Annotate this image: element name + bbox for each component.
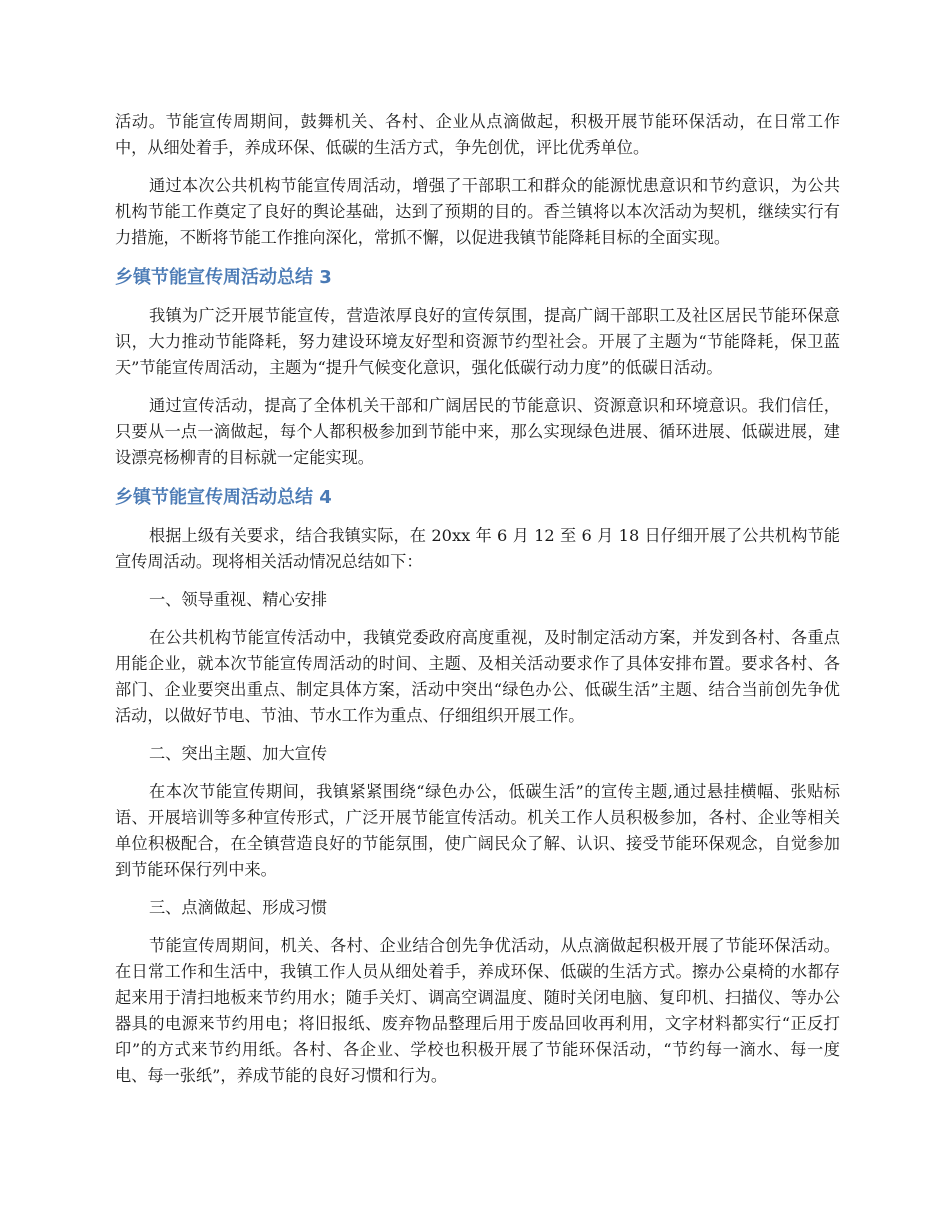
section-heading-4: 乡镇节能宣传周活动总结 4: [115, 487, 332, 508]
section-heading-3: 乡镇节能宣传周活动总结 3: [115, 267, 332, 288]
paragraph: 通过宣传活动，提高了全体机关干部和广阔居民的节能意识、资源意识和环境意识。我们信任，只要从一点一滴做起，每个人都积极参加到节能中来，那么实现绿色进展、循环进展、低碳进展，建设漂亮杨柳青的目标就一定能实现。: [115, 396, 840, 467]
paragraph: 在公共机构节能宣传活动中，我镇党委政府高度重视，及时制定活动方案，并发到各村、各重点用能企业，就本次节能宣传周活动的时间、主题、及相关活动要求作了具体安排布置。要求各村、各部门、企业要突出重点、制定具体方案，活动中突出“绿色办公、低碳生活”主题、结合当前创先争优活动，以做好节电、节油、节水工作为重点、仔细组织开展工作。: [115, 628, 840, 725]
document-body: [115, 109, 840, 1101]
subheading: 二、突出主题、加大宣传: [149, 744, 328, 763]
subheading: 一、领导重视、精心安排: [149, 590, 328, 609]
paragraph: 根据上级有关要求，结合我镇实际，在 20xx 年 6 月 12 至 6 月 18 日仔细开展了公共机构节能宣传周活动。现将相关活动情况总结如下：: [115, 526, 840, 571]
subheading: 三、点滴做起、形成习惯: [149, 898, 328, 917]
paragraph: 我镇为广泛开展节能宣传，营造浓厚良好的宣传氛围，提高广阔干部职工及社区居民节能环保意识，大力推动节能降耗，努力建设环境友好型和资源节约型社会。开展了主题为“节能降耗，保卫蓝天”节能宣传周活动，主题为“提升气候变化意识，强化低碳行动力度”的低碳日活动。: [115, 306, 840, 377]
paragraph: 通过本次公共机构节能宣传周活动，增强了干部职工和群众的能源忧患意识和节约意识，为公共机构节能工作奠定了良好的舆论基础，达到了预期的目的。香兰镇将以本次活动为契机，继续实行有力措施，不断将节能工作推向深化，常抓不懈，以促进我镇节能降耗目标的全面实现。: [115, 176, 840, 247]
paragraph: 在本次节能宣传期间，我镇紧紧围绕“绿色办公，低碳生活”的宣传主题,通过悬挂横幅、张贴标语、开展培训等多种宣传形式，广泛开展节能宣传活动。机关工作人员积极参加，各村、企业等相关单位积极配合，在全镇营造良好的节能氛围，使广阔民众了解、认识、接受节能环保观念，自觉参加到节能环保行列中来。: [115, 782, 840, 879]
paragraph: 节能宣传周期间，机关、各村、企业结合创先争优活动，从点滴做起积极开展了节能环保活动。在日常工作和生活中，我镇工作人员从细处着手，养成环保、低碳的生活方式。擦办公桌椅的水都存起来用于清扫地板来节约用水；随手关灯、调高空调温度、随时关闭电脑、复印机、扫描仪、等办公器具的电源来节约用电；将旧报纸、废弃物品整理后用于废品回收再利用，文字材料都实行“正反打印”的方式来节约用纸。各村、各企业、学校也积极开展了节能环保活动，“节约每一滴水、每一度电、每一张纸”，养成节能的良好习惯和行为。: [115, 936, 840, 1085]
paragraph: 活动。节能宣传周期间，鼓舞机关、各村、企业从点滴做起，积极开展节能环保活动，在日常工作中，从细处着手，养成环保、低碳的生活方式，争先创优，评比优秀单位。: [115, 112, 840, 157]
